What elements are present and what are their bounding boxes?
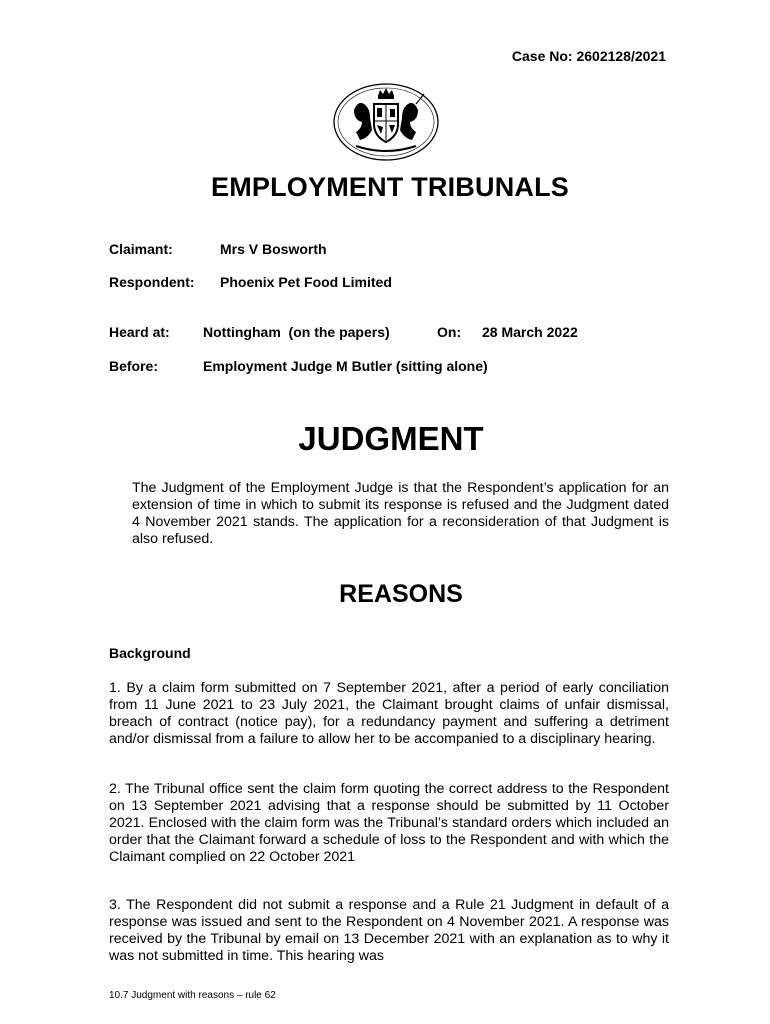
- before-value: Employment Judge M Butler (sitting alone): [203, 358, 488, 374]
- before-label: Before:: [109, 358, 159, 374]
- background-heading: Background: [109, 645, 191, 661]
- claimant-label: Claimant:: [109, 241, 173, 257]
- respondent-value: Phoenix Pet Food Limited: [220, 274, 392, 290]
- paragraph-3: 3. The Respondent did not submit a response and a Rule 21 Judgment in default of a response was issued and sent to the Respondent on 4 November 2021. A response was received by the Tribunal by email on 13 December 2021 with an explanation as to why it was not submitted in time. This hearing was: [109, 897, 669, 964]
- page-footer: 10.7 Judgment with reasons – rule 62: [109, 990, 276, 1001]
- hearing-date-value: 28 March 2022: [482, 324, 578, 340]
- heard-at-value: Nottingham (on the papers): [203, 324, 390, 340]
- respondent-label: Respondent:: [109, 274, 195, 290]
- hearing-date-label: On:: [437, 324, 462, 340]
- heard-at-label: Heard at:: [109, 324, 170, 340]
- case-number: Case No: 2602128/2021: [511, 48, 666, 64]
- paragraph-2: 2. The Tribunal office sent the claim form quoting the correct address to the Respondent on 13 September 2021 advising that a response should be submitted by 11 October 2021. Enclosed with the claim form was the Tribunal’s standard orders which included an order that the Claimant forward a schedule of loss to the Respondent and with which the Claimant complied on 22 October 2021: [109, 781, 669, 865]
- royal-coat-of-arms-icon: [332, 82, 440, 162]
- document-title: EMPLOYMENT TRIBUNALS: [211, 172, 569, 202]
- reasons-heading: REASONS: [339, 580, 463, 608]
- judgment-heading: JUDGMENT: [298, 420, 484, 457]
- judgment-text: The Judgment of the Employment Judge is that the Respondent’s application for an extension of time in which to submit its response is refused and the Judgment dated 4 November 2021 stands. The application for a reconsideration of that Judgment is also refused.: [132, 480, 669, 547]
- paragraph-1: 1. By a claim form submitted on 7 September 2021, after a period of early conciliation from 11 June 2021 to 23 July 2021, the Claimant brought claims of unfair dismissal, breach of contract (notice pay), for a redundancy payment and suffering a detriment and/or dismissal from a failure to allow her to be accompanied to a disciplinary hearing.: [109, 680, 669, 747]
- claimant-value: Mrs V Bosworth: [220, 241, 327, 257]
